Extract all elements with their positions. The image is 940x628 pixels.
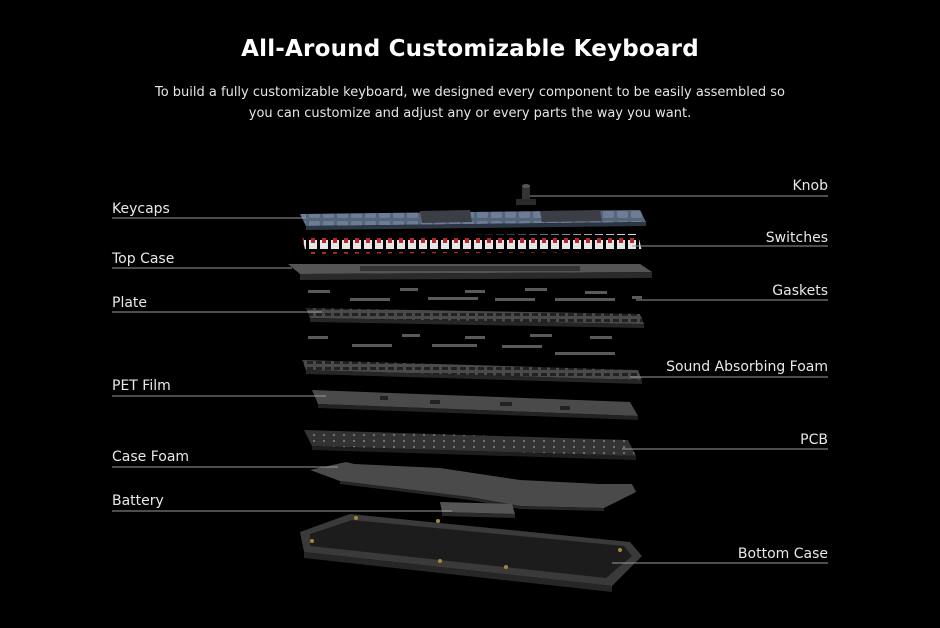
- plate-label: Plate: [112, 295, 148, 311]
- pet-film-part: [312, 390, 638, 420]
- sound-foam-label: Sound Absorbing Foam: [666, 359, 828, 375]
- keycaps-label: Keycaps: [112, 201, 170, 217]
- switches-part: [302, 234, 642, 254]
- top-case-part: [288, 264, 652, 280]
- case-foam-label: Case Foam: [112, 449, 190, 465]
- battery-label: Battery: [112, 493, 164, 509]
- sound-foam-part: [302, 360, 642, 384]
- battery-part: [440, 502, 515, 518]
- pcb-label: PCB: [800, 432, 828, 448]
- knob-part: [516, 184, 536, 205]
- plate-part: [306, 308, 644, 328]
- bottom-case-label: Bottom Case: [737, 546, 828, 562]
- gaskets-label: Gaskets: [772, 283, 828, 299]
- top-case-label: Top Case: [112, 251, 175, 267]
- pcb-part: [304, 430, 636, 460]
- switches-label: Switches: [765, 230, 828, 246]
- bottom-case-part: [300, 514, 642, 592]
- knob-label: Knob: [792, 178, 828, 194]
- page-subtitle: To build a fully customizable keyboard, we designed every component to be easily assembled so you can customize and adjust any or every parts the way you want.: [154, 85, 786, 121]
- pet-film-label: PET Film: [112, 378, 171, 394]
- keycaps-part: [300, 210, 646, 230]
- page-title: All-Around Customizable Keyboard: [241, 36, 699, 62]
